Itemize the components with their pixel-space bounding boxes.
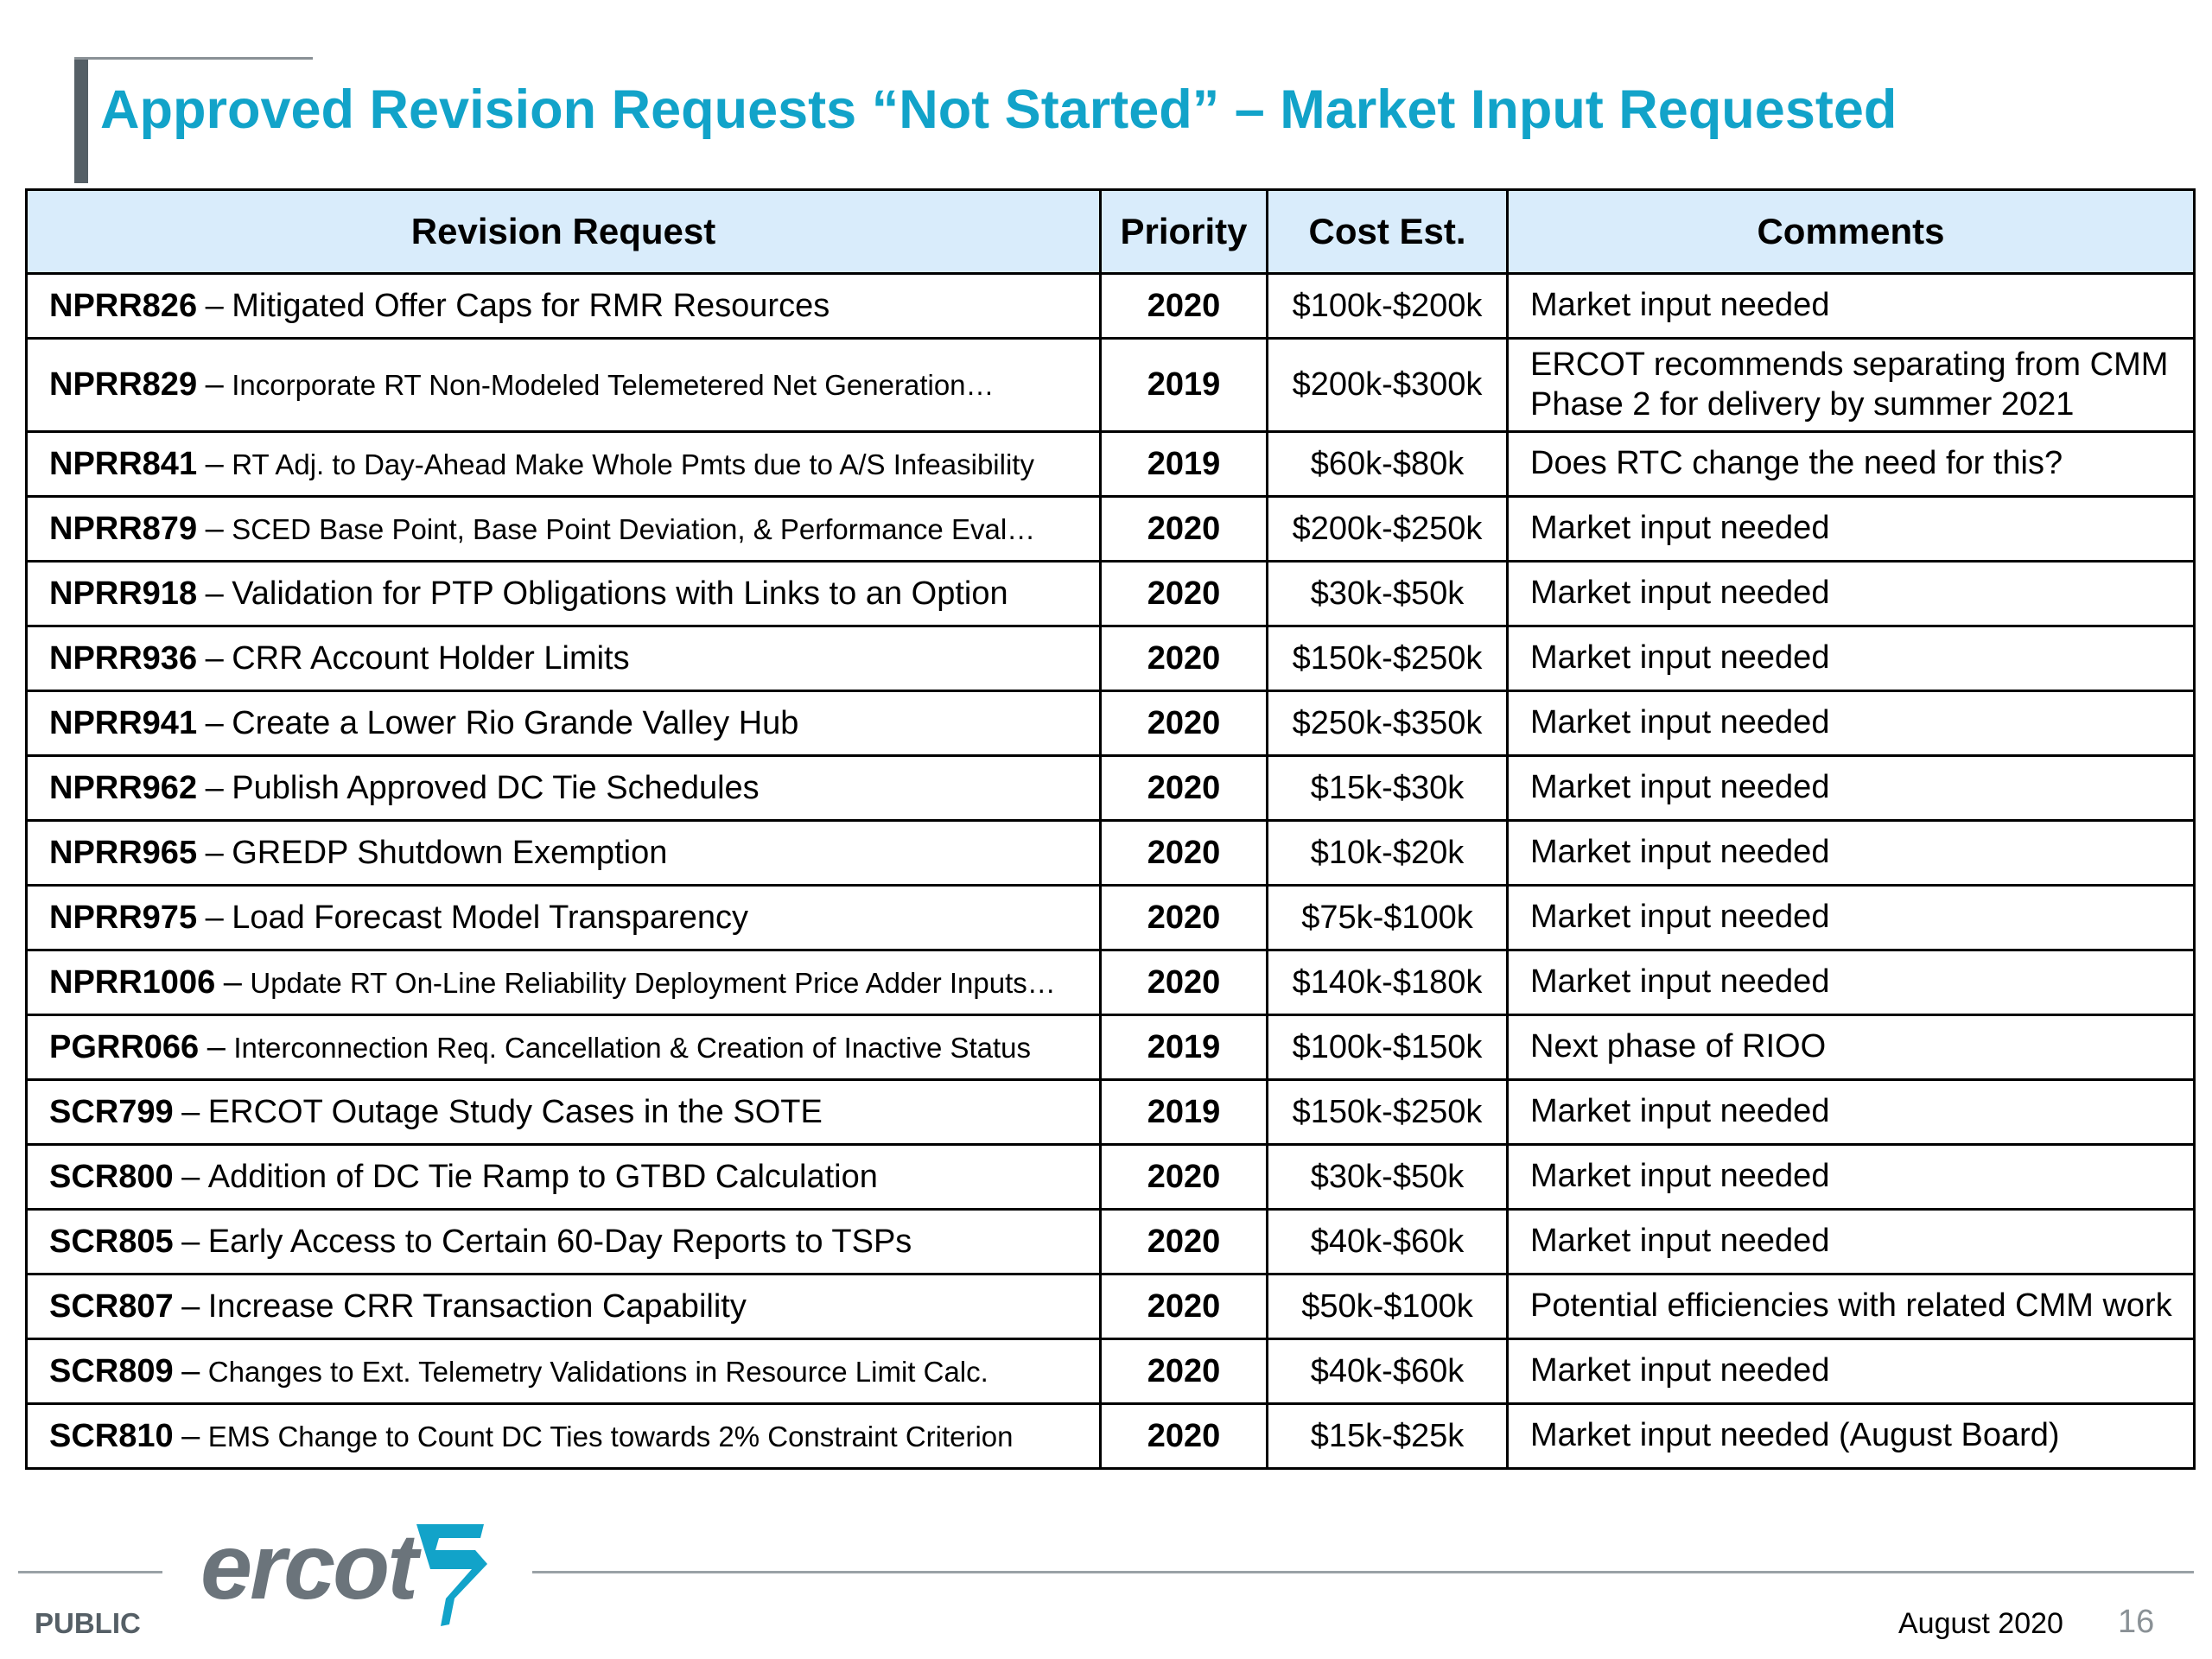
priority-cell: 2020 xyxy=(1101,950,1268,1015)
lightning-bolt-icon xyxy=(401,1519,496,1630)
dash-separator: – xyxy=(205,510,224,547)
table-row xyxy=(27,339,2195,432)
cost-estimate-cell: $30k-$50k xyxy=(1268,562,1508,626)
request-description: EMS Change to Count DC Ties towards 2% Constraint Criterion xyxy=(207,1420,1014,1452)
dash-separator: – xyxy=(207,1028,226,1065)
comments-cell: Market input needed xyxy=(1508,562,2195,626)
request-description: Incorporate RT Non-Modeled Telemetered Net Generation… xyxy=(232,369,995,401)
cost-estimate-cell: $30k-$50k xyxy=(1268,1145,1508,1210)
request-description: Interconnection Req. Cancellation & Creation of Inactive Status xyxy=(233,1031,1032,1064)
cost-estimate-cell: $200k-$300k xyxy=(1268,339,1508,432)
classification-label: PUBLIC xyxy=(35,1607,141,1639)
comments-cell: Market input needed xyxy=(1508,274,2195,339)
request-description: RT Adj. to Day-Ahead Make Whole Pmts due to A/S Infeasibility xyxy=(232,448,1034,480)
request-description: Publish Approved DC Tie Schedules xyxy=(232,769,760,806)
table-row xyxy=(27,1145,2195,1210)
priority-cell: 2020 xyxy=(1101,1145,1268,1210)
footer-date: August 2020 xyxy=(1898,1607,2063,1640)
priority-cell: 2019 xyxy=(1101,432,1268,497)
request-description: SCED Base Point, Base Point Deviation, & Performance Eval… xyxy=(232,512,1036,545)
revision-request-cell xyxy=(27,691,1101,756)
table-row xyxy=(27,1404,2195,1469)
cost-estimate-cell: $60k-$80k xyxy=(1268,432,1508,497)
request-description: Changes to Ext. Telemetry Validations in Resource Limit Calc. xyxy=(207,1355,988,1388)
comments-cell: Market input needed xyxy=(1508,1339,2195,1404)
dash-separator: – xyxy=(181,1093,200,1130)
request-id: NPRR1006 xyxy=(49,963,216,1001)
priority-cell: 2020 xyxy=(1101,1339,1268,1404)
title-accent-bar xyxy=(74,57,88,183)
comments-cell: Market input needed xyxy=(1508,950,2195,1015)
table-row xyxy=(27,432,2195,497)
table-row xyxy=(27,1210,2195,1274)
priority-cell: 2020 xyxy=(1101,821,1268,886)
cost-estimate-cell: $50k-$100k xyxy=(1268,1274,1508,1339)
request-description: Increase CRR Transaction Capability xyxy=(207,1287,747,1325)
priority-cell: 2020 xyxy=(1101,1274,1268,1339)
comments-cell: Market input needed xyxy=(1508,1145,2195,1210)
request-description: Validation for PTP Obligations with Links to an Option xyxy=(232,575,1008,612)
cost-estimate-cell: $150k-$250k xyxy=(1268,1080,1508,1145)
request-description: Early Access to Certain 60-Day Reports to TSPs xyxy=(207,1223,912,1260)
request-id: NPRR965 xyxy=(49,834,198,871)
table-row xyxy=(27,274,2195,339)
table-row xyxy=(27,1080,2195,1145)
priority-cell: 2019 xyxy=(1101,1015,1268,1080)
revision-request-cell xyxy=(27,562,1101,626)
request-id: NPRR962 xyxy=(49,769,198,806)
request-description: Update RT On-Line Reliability Deployment Price Adder Inputs… xyxy=(250,966,1056,999)
revision-request-cell xyxy=(27,1404,1101,1469)
comments-cell: Market input needed xyxy=(1508,756,2195,821)
revision-request-cell xyxy=(27,1145,1101,1210)
ercot-logo-text: ercot xyxy=(200,1514,416,1618)
priority-cell: 2020 xyxy=(1101,1210,1268,1274)
dash-separator: – xyxy=(223,963,242,1001)
comments-cell: Next phase of RIOO xyxy=(1508,1015,2195,1080)
request-id: SCR799 xyxy=(49,1093,174,1130)
header-cost-est: Cost Est. xyxy=(1268,190,1508,274)
dash-separator: – xyxy=(205,366,224,403)
request-description: Load Forecast Model Transparency xyxy=(232,899,748,936)
revision-request-cell xyxy=(27,1339,1101,1404)
table-row xyxy=(27,756,2195,821)
revision-request-cell xyxy=(27,1080,1101,1145)
slide-title: Approved Revision Requests “Not Started” – Market Input Requested xyxy=(100,79,1897,140)
footer-divider-left xyxy=(18,1571,162,1573)
comments-cell: Does RTC change the need for this? xyxy=(1508,432,2195,497)
dash-separator: – xyxy=(205,287,224,324)
cost-estimate-cell: $200k-$250k xyxy=(1268,497,1508,562)
comments-cell: Market input needed xyxy=(1508,626,2195,691)
priority-cell: 2020 xyxy=(1101,886,1268,950)
table-row xyxy=(27,1274,2195,1339)
dash-separator: – xyxy=(181,1158,200,1195)
cost-estimate-cell: $15k-$25k xyxy=(1268,1404,1508,1469)
request-id: NPRR841 xyxy=(49,445,198,482)
priority-cell: 2020 xyxy=(1101,626,1268,691)
request-description: Addition of DC Tie Ramp to GTBD Calculation xyxy=(207,1158,878,1195)
header-revision-request: Revision Request xyxy=(27,190,1101,274)
request-description: CRR Account Holder Limits xyxy=(232,639,630,677)
table-header-row xyxy=(27,190,2195,274)
cost-estimate-cell: $140k-$180k xyxy=(1268,950,1508,1015)
revision-request-cell xyxy=(27,626,1101,691)
request-id: SCR800 xyxy=(49,1158,174,1195)
comments-cell: Market input needed xyxy=(1508,691,2195,756)
priority-cell: 2019 xyxy=(1101,339,1268,432)
request-id: NPRR918 xyxy=(49,575,198,612)
dash-separator: – xyxy=(181,1287,200,1325)
table-row xyxy=(27,886,2195,950)
header-comments: Comments xyxy=(1508,190,2195,274)
priority-cell: 2020 xyxy=(1101,274,1268,339)
dash-separator: – xyxy=(205,445,224,482)
comments-cell: Market input needed xyxy=(1508,1080,2195,1145)
dash-separator: – xyxy=(205,899,224,936)
cost-estimate-cell: $75k-$100k xyxy=(1268,886,1508,950)
request-id: NPRR936 xyxy=(49,639,198,677)
title-accent-line xyxy=(74,57,313,60)
dash-separator: – xyxy=(205,639,224,677)
comments-cell: Market input needed xyxy=(1508,886,2195,950)
dash-separator: – xyxy=(205,704,224,741)
table-row xyxy=(27,1339,2195,1404)
dash-separator: – xyxy=(205,834,224,871)
request-description: GREDP Shutdown Exemption xyxy=(232,834,668,871)
request-id: SCR810 xyxy=(49,1417,174,1454)
request-id: NPRR941 xyxy=(49,704,198,741)
comments-cell: Market input needed xyxy=(1508,821,2195,886)
comments-cell: Market input needed (August Board) xyxy=(1508,1404,2195,1469)
header-priority: Priority xyxy=(1101,190,1268,274)
dash-separator: – xyxy=(181,1223,200,1260)
cost-estimate-cell: $40k-$60k xyxy=(1268,1339,1508,1404)
ercot-logo xyxy=(200,1514,494,1630)
revision-request-cell xyxy=(27,339,1101,432)
revision-requests-table xyxy=(25,188,2196,1470)
comments-cell: Market input needed xyxy=(1508,1210,2195,1274)
comments-cell: ERCOT recommends separating from CMM Phase 2 for delivery by summer 2021 xyxy=(1508,339,2195,432)
priority-cell: 2020 xyxy=(1101,497,1268,562)
priority-cell: 2020 xyxy=(1101,562,1268,626)
request-id: NPRR879 xyxy=(49,510,198,547)
table-row xyxy=(27,1015,2195,1080)
table-row xyxy=(27,691,2195,756)
table-row xyxy=(27,821,2195,886)
priority-cell: 2020 xyxy=(1101,756,1268,821)
request-id: NPRR975 xyxy=(49,899,198,936)
request-description: Mitigated Offer Caps for RMR Resources xyxy=(232,287,830,324)
revision-request-cell xyxy=(27,886,1101,950)
priority-cell: 2020 xyxy=(1101,691,1268,756)
comments-cell: Market input needed xyxy=(1508,497,2195,562)
dash-separator: – xyxy=(205,575,224,612)
request-id: SCR805 xyxy=(49,1223,174,1260)
cost-estimate-cell: $150k-$250k xyxy=(1268,626,1508,691)
request-description: ERCOT Outage Study Cases in the SOTE xyxy=(207,1093,823,1130)
revision-request-cell xyxy=(27,274,1101,339)
table-row xyxy=(27,626,2195,691)
revision-request-cell xyxy=(27,1274,1101,1339)
request-id: SCR809 xyxy=(49,1352,174,1389)
cost-estimate-cell: $15k-$30k xyxy=(1268,756,1508,821)
revision-request-cell xyxy=(27,1015,1101,1080)
cost-estimate-cell: $10k-$20k xyxy=(1268,821,1508,886)
page-number: 16 xyxy=(2118,1604,2155,1640)
cost-estimate-cell: $100k-$150k xyxy=(1268,1015,1508,1080)
request-id: NPRR829 xyxy=(49,366,198,403)
revision-request-cell xyxy=(27,950,1101,1015)
priority-cell: 2019 xyxy=(1101,1080,1268,1145)
dash-separator: – xyxy=(181,1352,200,1389)
request-description: Create a Lower Rio Grande Valley Hub xyxy=(232,704,799,741)
cost-estimate-cell: $250k-$350k xyxy=(1268,691,1508,756)
dash-separator: – xyxy=(205,769,224,806)
revision-request-cell xyxy=(27,756,1101,821)
revision-request-cell xyxy=(27,497,1101,562)
priority-cell: 2020 xyxy=(1101,1404,1268,1469)
cost-estimate-cell: $40k-$60k xyxy=(1268,1210,1508,1274)
dash-separator: – xyxy=(181,1417,200,1454)
revision-request-cell xyxy=(27,821,1101,886)
footer-divider-right xyxy=(532,1571,2194,1573)
revision-request-cell xyxy=(27,432,1101,497)
comments-cell: Potential efficiencies with related CMM work xyxy=(1508,1274,2195,1339)
request-id: SCR807 xyxy=(49,1287,174,1325)
request-id: PGRR066 xyxy=(49,1028,200,1065)
table-row xyxy=(27,562,2195,626)
table-row xyxy=(27,950,2195,1015)
revision-request-cell xyxy=(27,1210,1101,1274)
table-row xyxy=(27,497,2195,562)
cost-estimate-cell: $100k-$200k xyxy=(1268,274,1508,339)
request-id: NPRR826 xyxy=(49,287,198,324)
